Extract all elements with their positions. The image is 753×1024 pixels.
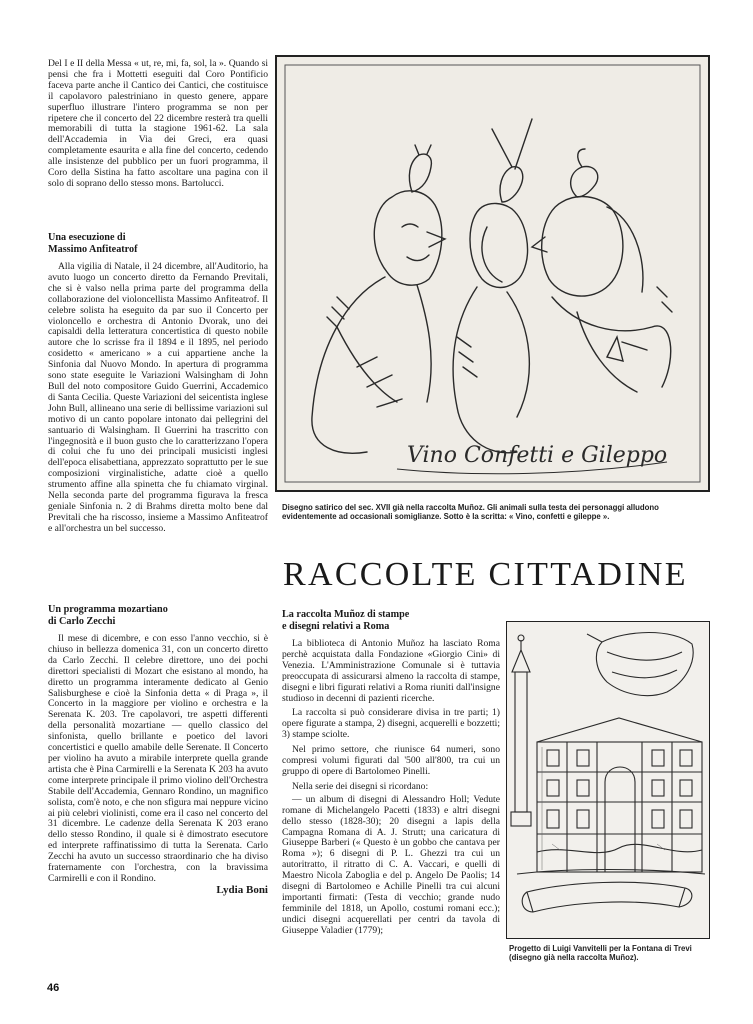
article-massimo-anfiteatrof bbox=[48, 232, 268, 535]
fountain-caption: Progetto di Luigi Vanvitelli per la Fontana di Trevi (disegno già nella raccolta Muñoz). bbox=[509, 944, 692, 963]
heading-massimo-line1: Una esecuzione di bbox=[48, 232, 126, 243]
massimo-body: Alla vigilia di Natale, il 24 dicembre, all'Auditorio, ha avuto luogo un concerto diretto da Fernando Previtali, che si è valso nella prima parte del programma della collaborazione del violoncellista Massimo Anfiteatrof. Il celebre solista ha eseguito da par suo il Concerto per violoncello e orchestra di Antonio Dvorak, uno dei capisaldi della letteratura concertistica di questo nobile autore che lo scrisse fra il 1894 e il 1895, nel periodo cosidetto « americano » a cui appartiene anche la Sinfonia dal Nuovo Mondo. In apertura di programma sono state eseguite le Variazioni Walsingham di John Bull del noto compositore Guido Guerrini, Accademico di Santa Cecilia. Queste Variazioni del seicentista inglese John Bull, allineano una serie di bellissime variazioni sul motivo di un canto popolare intonato dai pellegrini del santuario di Walsingham. Il Guerrini ha trascritto con l'ingegnosità e il buon gusto che lo caratterizzano l'opera di colui che fu uno dei principali musicisti inglesi dell'epoca elisabettiana, apprezzato soprattutto per le sue composizioni virginalistiche, adatte cioè a quello strumento affine alla spinetta che fu chiamato virginal. Nella seconda parte del programma figurava la fresca geniale Sinfonia n. 2 di Brahms diretta molto bene dal Previtali che ha riscosso, insieme a Massimo Anfiteatrof e all'orchestra un bel successo. bbox=[48, 261, 268, 534]
fontana-di-trevi-drawing bbox=[506, 621, 710, 939]
heading-massimo-line2: Massimo Anfiteatrof bbox=[48, 244, 138, 255]
author-signature: Lydia Boni bbox=[216, 883, 268, 896]
raccolta-paragraph-5: — un album di disegni di Alessandro Holl; Vedute romane di Michelangelo Pacetti (1833) e altri disegni dello stesso (1828-30); 20 disegni a lapis della Campagna Romana di A. J. Strutt; una caricatura di Giuseppe Barberi (« Questo è un gobbo che cantava per Roma »); 6 disegni di P. L. Ghezzi tra cui un autoritratto, il ritratto di C. A. Vaccari, e quelli di Maestro Nicola Zaboglia e del p. Angelo De Paolis; 14 disegni di Bartolomeo e Achille Pinelli tra cui alcuni importanti firmati: (Testa di vecchio; grande nudo femminile del 1818, un Apollo, costumi romani ecc.); undici disegni acquerellati per centri da tavola di Giuseppe Valadier (1779); bbox=[282, 793, 500, 936]
article-raccolta-munoz bbox=[282, 609, 500, 937]
raccolta-paragraph-1: La biblioteca di Antonio Muñoz ha lasciato Roma perchè acquistata dalla Fondazione «Giorgio Cini» di Venezia. L'Amministrazione Comunale si è tuttavia preoccupata di assicurarsi almeno la raccolta di stampe, disegni e libri figurati relativi a Roma riuniti dall'insigne studioso in decenni di pazienti ricerche. bbox=[282, 638, 500, 704]
fountain-illustration bbox=[507, 622, 709, 938]
page-number: 46 bbox=[47, 982, 60, 994]
zecchi-body: Il mese di dicembre, e con esso l'anno vecchio, si è chiuso in bellezza domenica 31, con un concerto diretto da Carlo Zecchi. Il celebre direttore, uno dei pochi direttori specialisti di Mozart che esistano al mondo, ha diretto un programma interamente dedicato al Genio Salisburghese e cioè la Sinfonia detta « di Praga », il Concerto in la maggiore per violino e orchestra e la Serenata K. 203. Tre capolavori, tre aspetti differenti della personalità mozartiane — quello classico del sinfonista, quello brillante e poetico del lavori concertistici e quello amabile delle Serenate. Il Concerto per violino ha avuto a mirabile interprete quella grande artista che è Pina Carmirelli e la Serenata K 203 ha avuto come interprete principale il primo violino dell'Orchestra Stabile dell'Accademia, Gennaro Rondino, un magnifico solista, com'è noto, e che non sfigura mai neppure vicino ai più celebri violinisti, come era il caso nel concerto del 31 dicembre. Le cadenze della Serenata K 203 erano dello stesso Rondino, il quale si è dimostrato esecutore ed interprete raffinatissimo di tutta la Serenata. Carlo Zecchi ha avuto un successo straordinario che ha diviso fraternamente con l'orchestra, con la bravissima Carmirelli e con il Rondino. bbox=[48, 633, 268, 884]
intro-paragraph bbox=[48, 59, 268, 190]
heading-raccolta-line2: e disegni relativi a Roma bbox=[282, 621, 390, 632]
intro-text: Del I e II della Messa « ut, re, mi, fa, sol, la ». Quando si pensi che fra i Mottetti eseguiti dal Coro Pontificio faceva parte anche il Cantico dei Cantici, che costituisce il capolavoro palestriniano in questo genere, appare superfluo illustrare l'intero programma se non per ripetere che il concerto del 22 dicembre resterà tra quelli memorabili di tutta la stagione 1961-62. La sala dell'Accademia in Via dei Greci, era quasi completamente esaurita e alla fine del concerto, cedendo alle insistenze del pubblico per un fuori programma, il Coro della Sistina ha fatto ascoltare una pagina con il solo di soprano dello stesso mons. Bartolucci. bbox=[48, 58, 268, 189]
heading-zecchi-line1: Un programma mozartiano bbox=[48, 604, 168, 615]
raccolta-paragraph-3: Nel primo settore, che riunisce 64 numeri, sono compresi volumi figurati dal '500 all'800, tra cui un gruppo di opere di Bartolomeo Pinelli. bbox=[282, 744, 500, 777]
heading-raccolta-line1: La raccolta Muñoz di stampe bbox=[282, 609, 410, 620]
article-carlo-zecchi bbox=[48, 604, 268, 896]
section-headline: RACCOLTE CITTADINE bbox=[283, 556, 688, 593]
satirical-sketch-image bbox=[275, 55, 710, 492]
sketch-caption: Disegno satirico del sec. XVII già nella raccolta Muñoz. Gli animali sulla testa dei personaggi alludono evidentemente ad occasionali somiglianze. Sotto è la scritta: « Vino, confetti e gileppe ». bbox=[282, 503, 659, 522]
raccolta-paragraph-2: La raccolta si può considerare divisa in tre parti; 1) opere figurate a stampa, 2) disegni, acquerelli e bozzetti; 3) stampe sciolte. bbox=[282, 707, 500, 741]
sketch-inscription: Vino Confetti e Gileppo bbox=[407, 443, 668, 468]
raccolta-paragraph-4: Nella serie dei disegni si ricordano: bbox=[292, 780, 429, 792]
heading-zecchi-line2: di Carlo Zecchi bbox=[48, 616, 116, 627]
sketch-illustration bbox=[277, 57, 708, 490]
